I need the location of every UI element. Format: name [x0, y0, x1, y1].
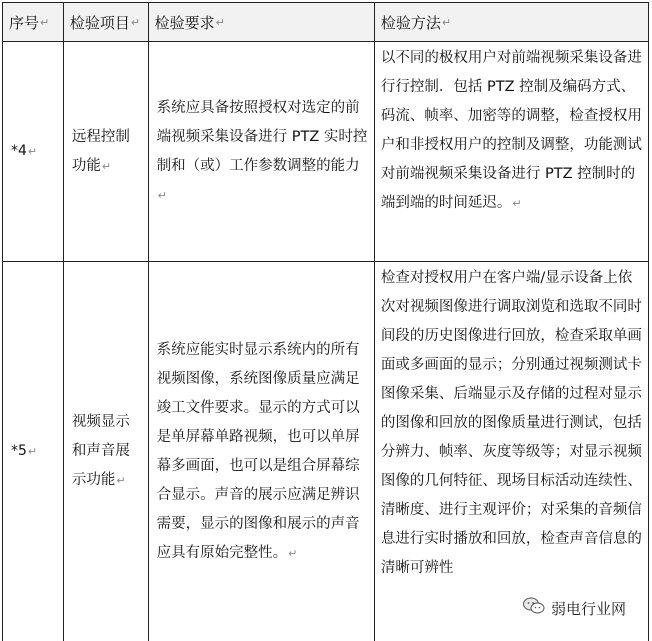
row-requirement: 系统应能实时显示系统内的所有视频图像，系统图像质量应满足竣工文件要求。显示的方式可以是单屏幕单路视频，也可以单屏幕多画面，也可以是组合屏幕综合显示。声音的展示应满足辨识需要，显示的图像和展示的声音应具有原始完整性。↵ [149, 262, 375, 641]
table-row [2, 262, 649, 641]
row-item: 视频显示和声音展示功能↵ [64, 262, 149, 641]
header-item: 检验项目 ↵ [64, 3, 149, 41]
wechat-icon [523, 597, 545, 619]
row-method: 以不同的极权用户对前端视频采集设备进行行控制．包括 PTZ 控制及编码方式、码流、帧率、加密等的调整，检查授权用户和非授权用户的控制及调整，功能测试对前端视频采集设备进行 PTZ 控制时的端到端的时间延迟。↵ [380, 50, 642, 211]
watermark-text: 弱电行业网 [550, 599, 626, 618]
row-seq: *4 ↵ [3, 42, 64, 261]
header-requirement: 检验要求 ↵ [149, 3, 375, 41]
row-requirement: 系统应具备按照授权对选定的前端视频采集设备进行 PTZ 实时控制和（或）工作参数调整的能力↵ [149, 42, 375, 261]
row-seq: *5 ↵ [3, 262, 64, 641]
watermark [519, 595, 630, 621]
row-item: 远程控制功能↵ [64, 42, 149, 261]
table-header-row [2, 2, 649, 42]
inspection-table [2, 2, 649, 641]
table-row [2, 42, 649, 262]
header-seq: 序号 ↵ [3, 3, 64, 41]
row-method: 检查对授权用户在客户端/显示设备上依次对视频图像进行调取浏览和选取不同时间段的历史图像进行回放，检查采取单画面或多画面的显示；分别通过视频测试卡图像采集、后端显示及存储的过程对显示的图像和回放的图像质量进行测试，包括分辨力、帧率、灰度等级等；对显示视频图像的几何特征、现场目标活动连续性、清晰度、进行主观评价；对采集的音频信息进行实时播放和回放，检查声音信息的清晰可辨性 [380, 270, 642, 576]
header-method: 检验方法 ↵ [380, 13, 452, 32]
